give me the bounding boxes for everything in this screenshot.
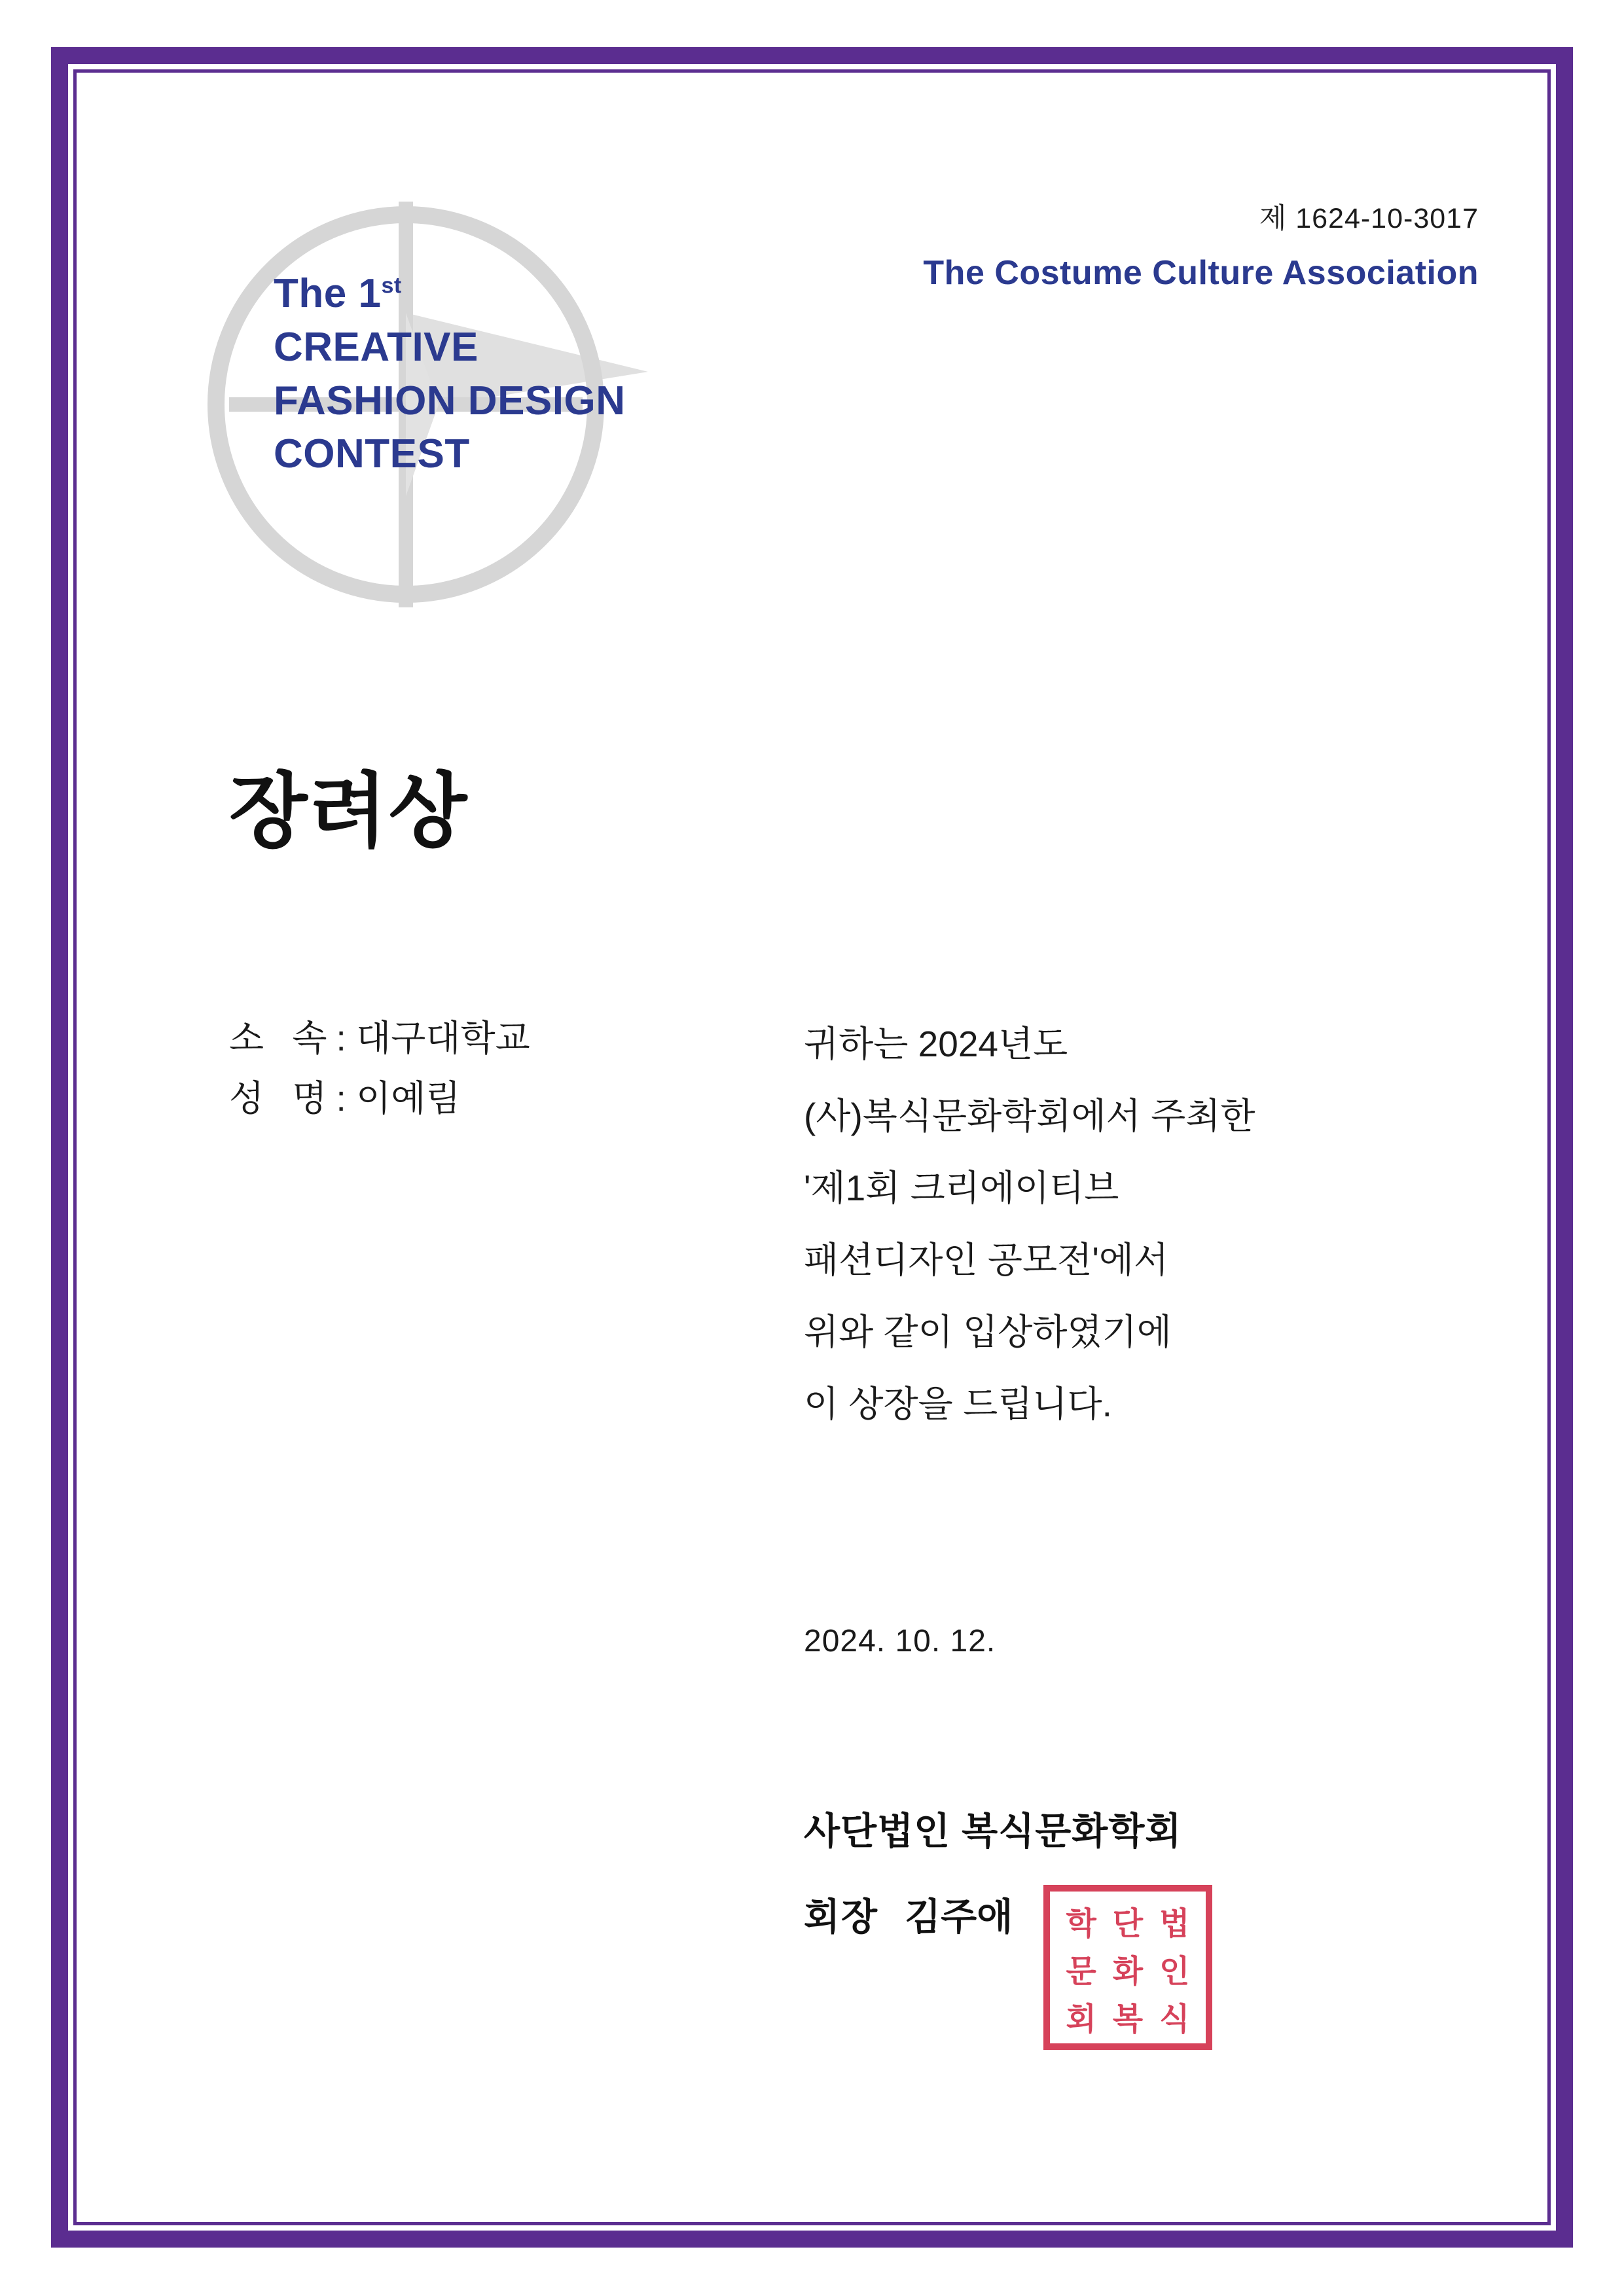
recipient-affiliation-value: 대구대학교: [356, 1018, 530, 1058]
award-title: 장려상: [229, 766, 469, 857]
body-line: (사)복식문화학회에서 주최한: [804, 1096, 1255, 1136]
seal-character: 인: [1159, 1953, 1190, 1990]
official-seal-stamp: [1043, 1885, 1212, 2050]
seal-character: 학: [1066, 1905, 1096, 1942]
seal-characters: [1059, 1898, 1197, 2037]
body-line: 위와 같이 입상하였기에: [804, 1312, 1172, 1352]
logo-line1-sup: st: [381, 273, 402, 298]
certificate-body-text: [804, 1008, 1255, 1440]
seal-character: 단: [1112, 1905, 1144, 1942]
seal-character: 법: [1159, 1905, 1190, 1942]
certificate-number: 제 1624-10-3017: [1259, 203, 1479, 234]
recipient-affiliation-label: 소 속: [229, 1018, 336, 1058]
body-line: '제1회 크리에이티브: [804, 1168, 1119, 1208]
recipient-name-value: 이예림: [356, 1078, 461, 1119]
seal-character: 문: [1066, 1953, 1096, 1990]
logo-line4: CONTEST: [274, 431, 470, 477]
recipient-affiliation-separator: :: [336, 1018, 357, 1058]
logo-line3: FASHION DESIGN: [274, 378, 626, 423]
seal-character: 화: [1112, 1953, 1144, 1990]
logo-line1: The 1: [274, 271, 382, 316]
contest-logo-text: [274, 267, 626, 481]
body-line: 패션디자인 공모전'에서: [804, 1240, 1169, 1280]
signature-organization: 사단법인 복식문화학회: [804, 1810, 1182, 1852]
recipient-name-label: 성 명: [229, 1078, 336, 1119]
signature-role: 회장: [804, 1896, 879, 1938]
contest-logo: [190, 175, 674, 634]
body-line: 귀하는 2024년도: [804, 1024, 1068, 1064]
recipient-details: [229, 1008, 530, 1129]
association-name-english: The Costume Culture Association: [923, 254, 1479, 292]
recipient-affiliation-row: [229, 1008, 530, 1068]
seal-character: 복: [1112, 2001, 1144, 2037]
certificate-header: [923, 196, 1479, 293]
seal-character: 회: [1066, 2001, 1096, 2037]
seal-character: 식: [1159, 2001, 1190, 2037]
signature-name: 김주애: [905, 1896, 1013, 1938]
body-line: 이 상장을 드립니다.: [804, 1384, 1112, 1424]
recipient-name-row: [229, 1068, 530, 1128]
award-date: 2024. 10. 12.: [804, 1624, 996, 1659]
recipient-name-separator: :: [336, 1078, 357, 1119]
logo-line2: CREATIVE: [274, 324, 478, 370]
